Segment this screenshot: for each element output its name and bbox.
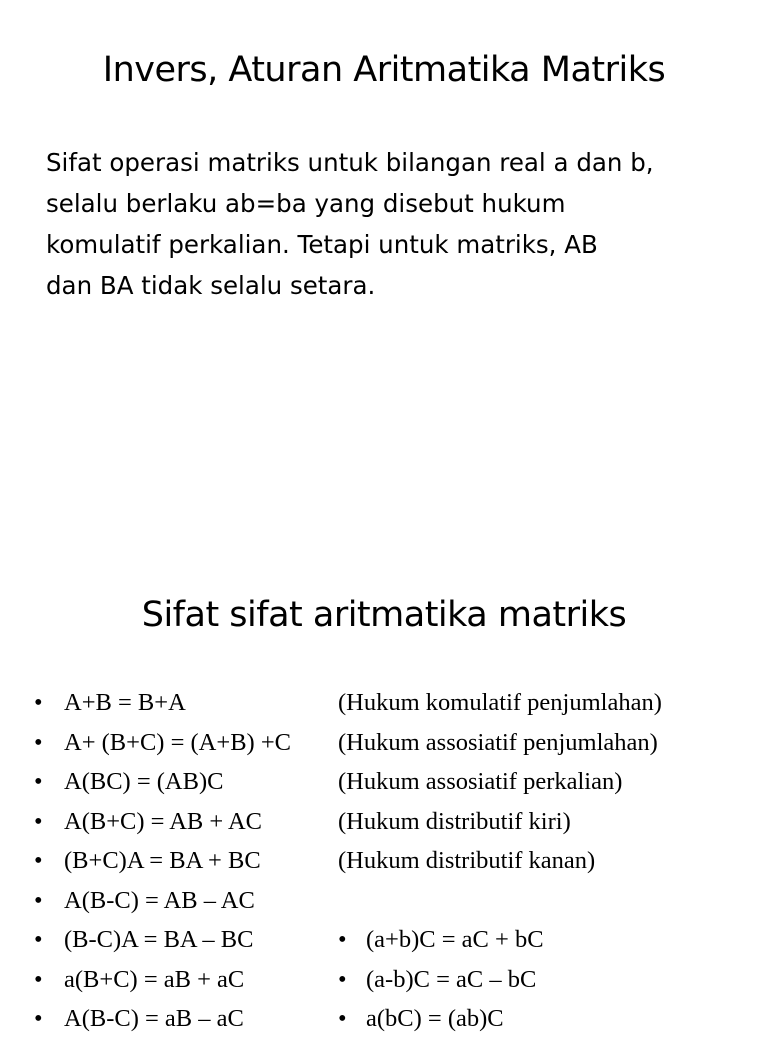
bullet-icon: • bbox=[34, 965, 43, 993]
bullet-icon: • bbox=[34, 728, 43, 756]
law-formula: A+B = B+A bbox=[64, 689, 186, 716]
list-item bbox=[0, 960, 768, 1000]
list-item bbox=[0, 683, 768, 723]
law-formula: A(BC) = (AB)C bbox=[64, 768, 224, 795]
law-name: (Hukum distributif kanan) bbox=[338, 847, 596, 874]
bullet-icon: • bbox=[34, 689, 43, 716]
bullet-icon: • bbox=[34, 886, 43, 914]
law-formula: (B-C)A = BA – BC bbox=[64, 926, 254, 953]
list-item bbox=[0, 762, 768, 802]
law-name: (Hukum distributif kiri) bbox=[338, 807, 571, 835]
law-formula: (B+C)A = BA + BC bbox=[64, 847, 261, 874]
body-line-4: dan BA tidak selalu setara. bbox=[46, 271, 376, 300]
list-item bbox=[0, 920, 768, 960]
law-formula: A(B+C) = AB + AC bbox=[64, 807, 263, 835]
scalar-law-formula: (a-b)C = aC – bC bbox=[366, 965, 537, 993]
bullet-icon: • bbox=[34, 847, 43, 874]
list-item bbox=[0, 802, 768, 842]
bullet-icon: • bbox=[338, 965, 347, 993]
slide-1-title: Invers, Aturan Aritmatika Matriks bbox=[102, 50, 666, 90]
slide-1-body bbox=[46, 142, 736, 306]
body-line-2: selalu berlaku ab=ba yang disebut hukum bbox=[46, 189, 566, 218]
law-formula: A(B-C) = AB – AC bbox=[64, 886, 255, 914]
law-name: (Hukum komulatif penjumlahan) bbox=[338, 689, 662, 716]
law-formula: A(B-C) = aB – aC bbox=[64, 1005, 244, 1032]
bullet-icon: • bbox=[34, 926, 43, 953]
law-name: (Hukum assosiatif penjumlahan) bbox=[338, 728, 658, 756]
list-item bbox=[0, 723, 768, 763]
bullet-icon: • bbox=[34, 1005, 43, 1032]
slide-2 bbox=[0, 560, 768, 1032]
bullet-icon: • bbox=[34, 768, 43, 795]
body-line-3: komulatif perkalian. Tetapi untuk matriks, AB bbox=[46, 230, 598, 259]
list-item bbox=[0, 881, 768, 921]
law-formula: a(B+C) = aB + aC bbox=[64, 965, 245, 993]
list-item bbox=[0, 841, 768, 881]
scalar-law-formula: (a+b)C = aC + bC bbox=[366, 926, 544, 953]
bullet-icon: • bbox=[34, 807, 43, 835]
scalar-law-formula: a(bC) = (ab)C bbox=[366, 1005, 504, 1032]
bullet-icon: • bbox=[338, 926, 347, 953]
matrix-law-list bbox=[0, 683, 768, 1039]
body-line-1: Sifat operasi matriks untuk bilangan real a dan b, bbox=[46, 148, 654, 177]
slide-2-title: Sifat sifat aritmatika matriks bbox=[141, 595, 627, 635]
law-formula: A+ (B+C) = (A+B) +C bbox=[64, 728, 291, 756]
bullet-icon: • bbox=[338, 1005, 347, 1032]
law-name: (Hukum assosiatif perkalian) bbox=[338, 768, 623, 795]
list-item bbox=[0, 999, 768, 1039]
